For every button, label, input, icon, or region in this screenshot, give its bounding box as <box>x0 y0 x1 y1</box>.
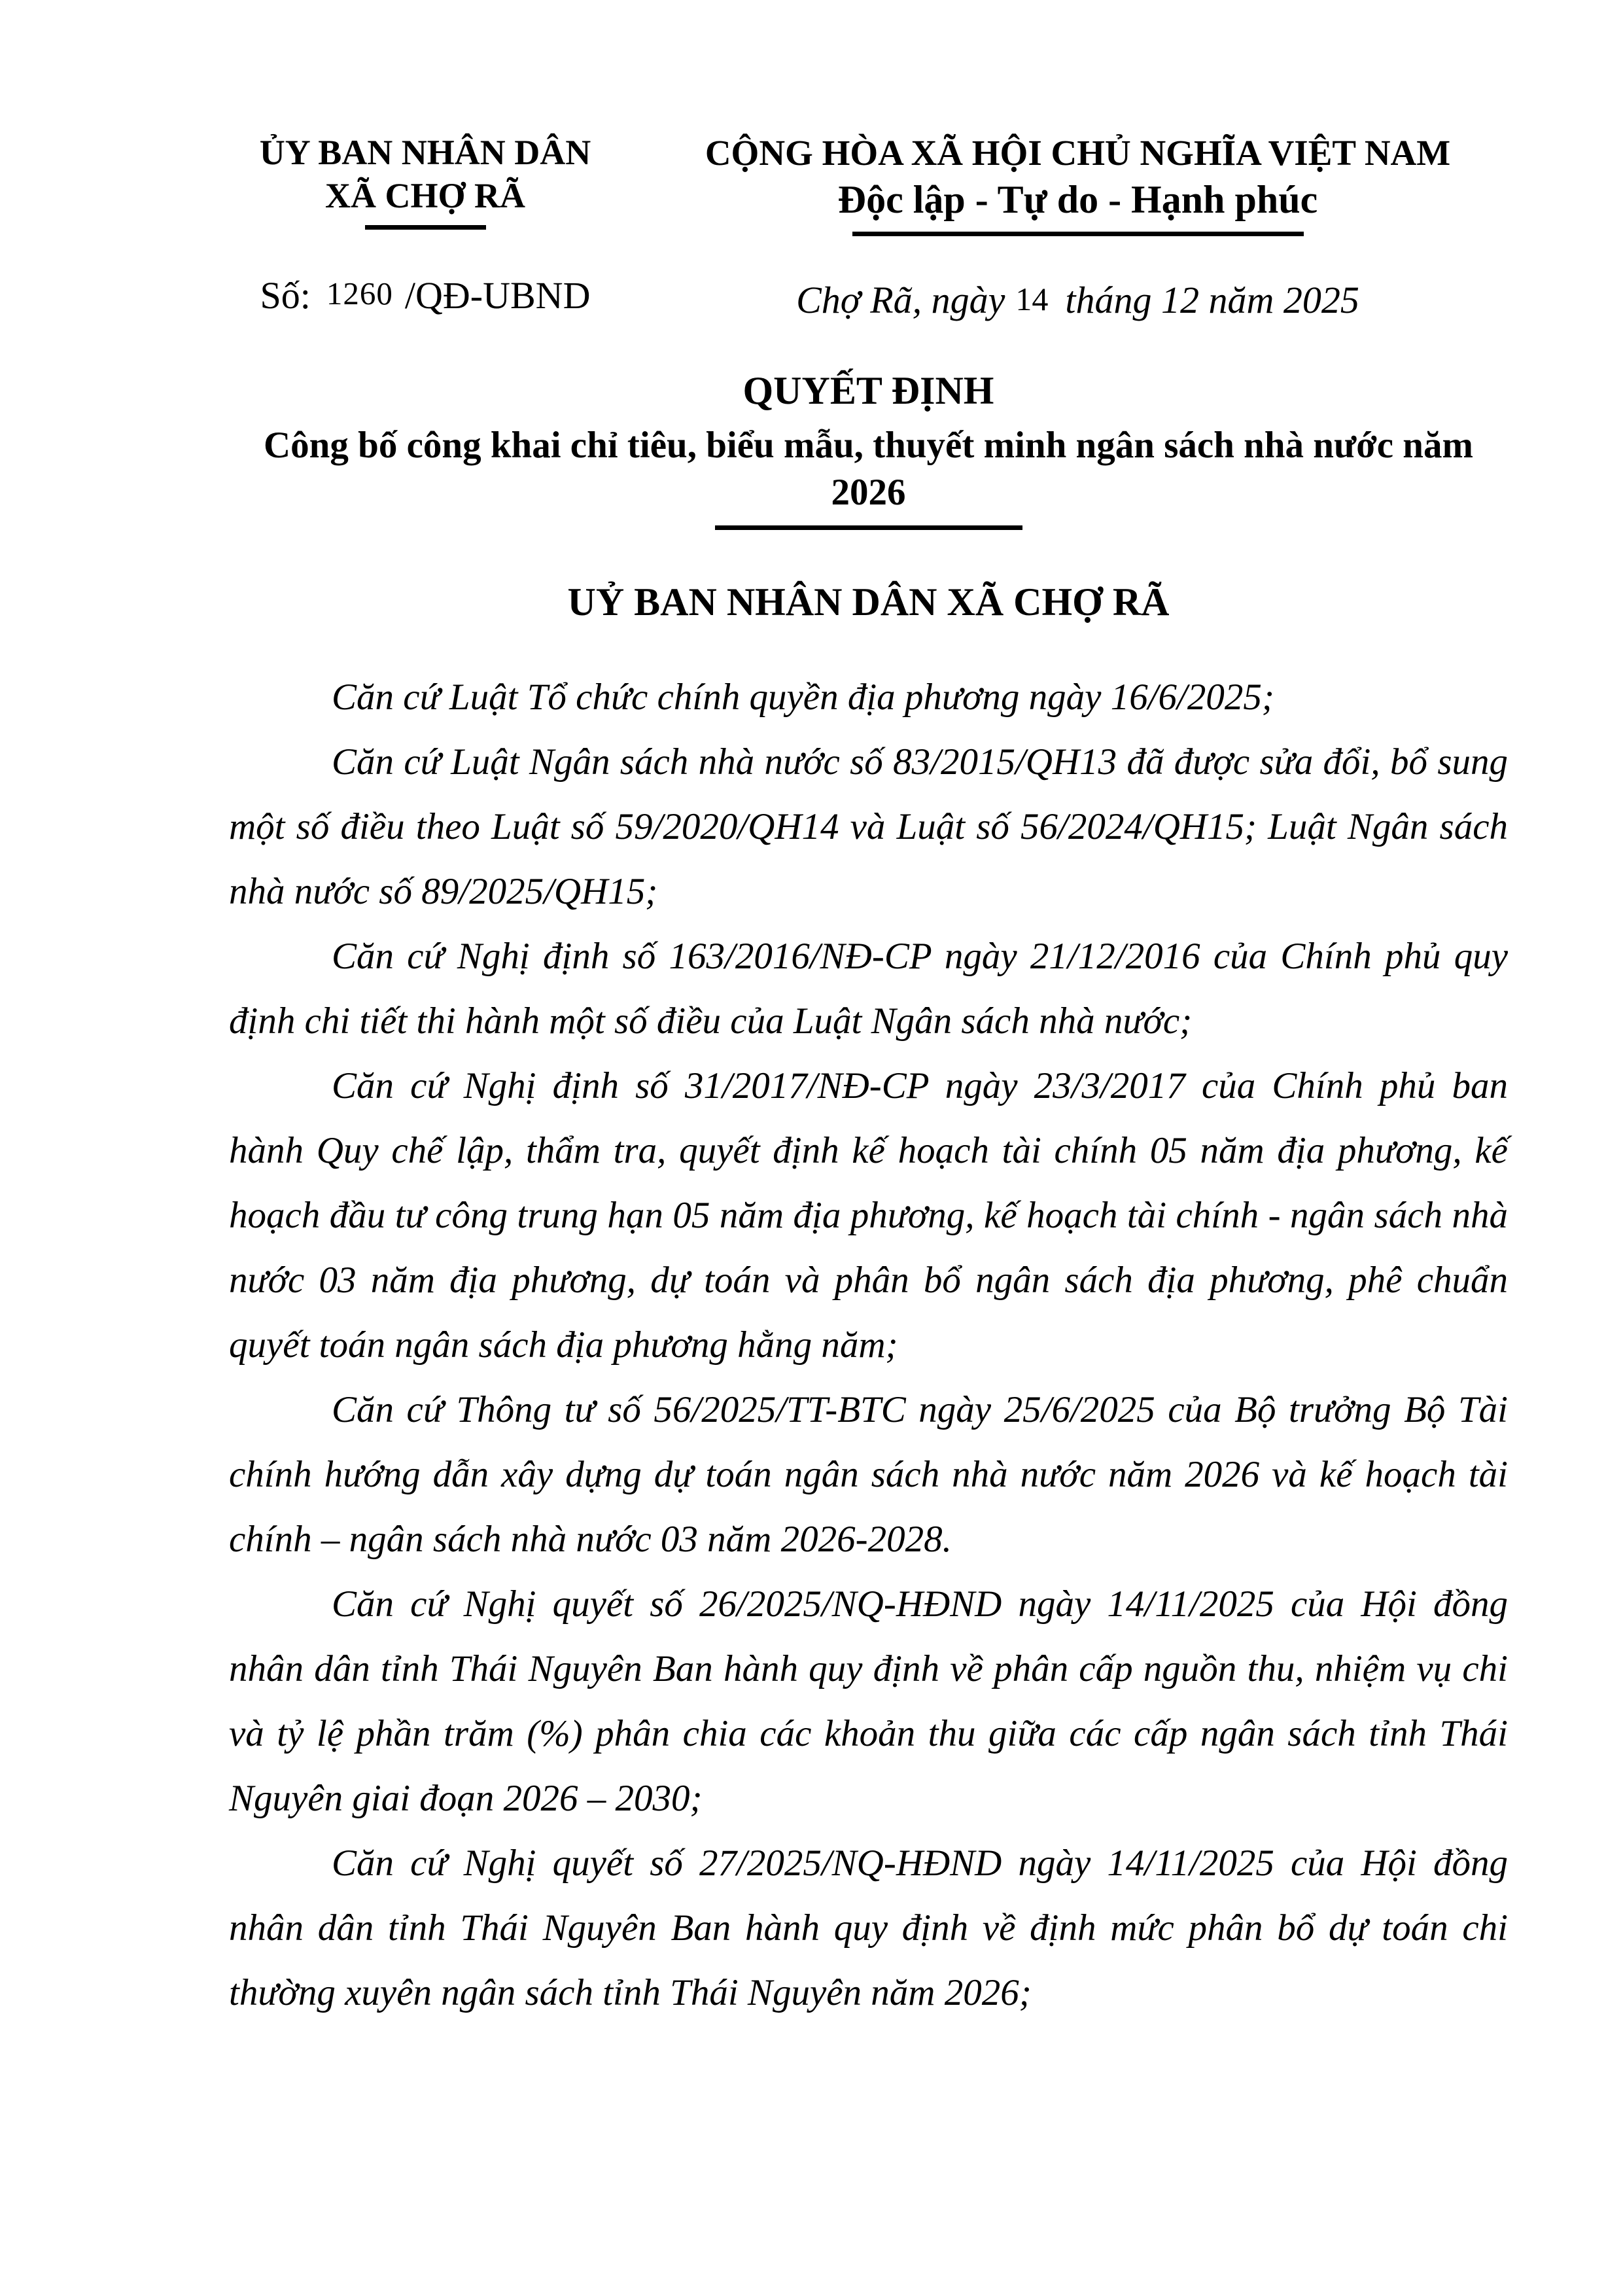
date-day-value: 14 <box>1015 281 1049 317</box>
national-motto-block <box>621 131 1508 325</box>
legal-basis-paragraph: Căn cứ Nghị định số 31/2017/NĐ-CP ngày 23/3/2017 của Chính phủ ban hành Quy chế lập, thẩm tra, quyết định kế hoạch tài chính 05 năm địa phương, kế hoạch đầu tư công trung hạn 05 năm địa phương, kế hoạch tài chính - ngân sách nhà nước 03 năm địa phương, dự toán và phân bổ ngân sách địa phương, phê chuẩn quyết toán ngân sách địa phương hằng năm; <box>229 1065 1508 1366</box>
legal-basis-paragraph: Căn cứ Luật Ngân sách nhà nước số 83/2015/QH13 đã được sửa đổi, bổ sung một số điều theo Luật số 59/2020/QH14 và Luật số 56/2024/QH15; Luật Ngân sách nhà nước số 89/2025/QH15; <box>229 741 1508 912</box>
legal-basis-paragraph: Căn cứ Luật Tổ chức chính quyền địa phương ngày 16/6/2025; <box>332 677 1274 718</box>
document-number-value: 1260 <box>326 275 393 311</box>
place-date-prefix: Chợ Rã, ngày <box>796 279 1005 321</box>
national-title: CỘNG HÒA XÃ HỘI CHỦ NGHĨA VIỆT NAM <box>705 133 1451 173</box>
deciding-authority: UỶ BAN NHÂN DÂN XÃ CHỢ RÃ <box>567 580 1170 624</box>
issuing-agency-parent: ỦY BAN NHÂN DÂN <box>259 133 591 172</box>
national-motto-underline <box>852 232 1304 236</box>
title-block <box>229 366 1508 627</box>
national-motto: Độc lập - Tự do - Hạnh phúc <box>837 178 1318 221</box>
issuing-agency-underline <box>365 225 486 230</box>
legal-basis-paragraph: Căn cứ Nghị định số 163/2016/NĐ-CP ngày 21/12/2016 của Chính phủ quy định chi tiết thi hành một số điều của Luật Ngân sách nhà nước; <box>229 936 1508 1042</box>
document-number-line <box>229 273 621 321</box>
document-subject: Công bố công khai chỉ tiêu, biểu mẫu, thuyết minh ngân sách nhà nước năm 2026 <box>264 425 1473 513</box>
legal-basis-paragraph: Căn cứ Nghị quyết số 27/2025/NQ-HĐND ngày 14/11/2025 của Hội đồng nhân dân tỉnh Thái Nguyên Ban hành quy định về định mức phân bổ dự toán chi thường xuyên ngân sách tỉnh Thái Nguyên năm 2026; <box>229 1843 1508 2013</box>
document-number-suffix: /QĐ-UBND <box>404 274 591 317</box>
place-date-line <box>648 277 1508 325</box>
place-date-suffix: tháng 12 năm 2025 <box>1065 279 1359 321</box>
issuing-agency-block <box>229 131 621 321</box>
document-number-label: Số: <box>260 274 311 317</box>
legal-basis-paragraph: Căn cứ Nghị quyết số 26/2025/NQ-HĐND ngày 14/11/2025 của Hội đồng nhân dân tỉnh Thái Nguyên Ban hành quy định về phân cấp nguồn thu, nhiệm vụ chi và tỷ lệ phần trăm (%) phân chia các khoản thu giữa các cấp ngân sách tỉnh Thái Nguyên giai đoạn 2026 – 2030; <box>229 1583 1508 1819</box>
subject-separator-rule <box>715 525 1022 530</box>
document-type-title: QUYẾT ĐỊNH <box>742 369 994 412</box>
legal-basis-section <box>229 665 1508 2025</box>
issuing-agency-name: XÃ CHỢ RÃ <box>325 176 525 215</box>
legal-basis-paragraph: Căn cứ Thông tư số 56/2025/TT-BTC ngày 25/6/2025 của Bộ trưởng Bộ Tài chính hướng dẫn xây dựng dự toán ngân sách nhà nước năm 2026 và kế hoạch tài chính – ngân sách nhà nước 03 năm 2026-2028. <box>229 1389 1508 1560</box>
document-header <box>229 131 1508 325</box>
